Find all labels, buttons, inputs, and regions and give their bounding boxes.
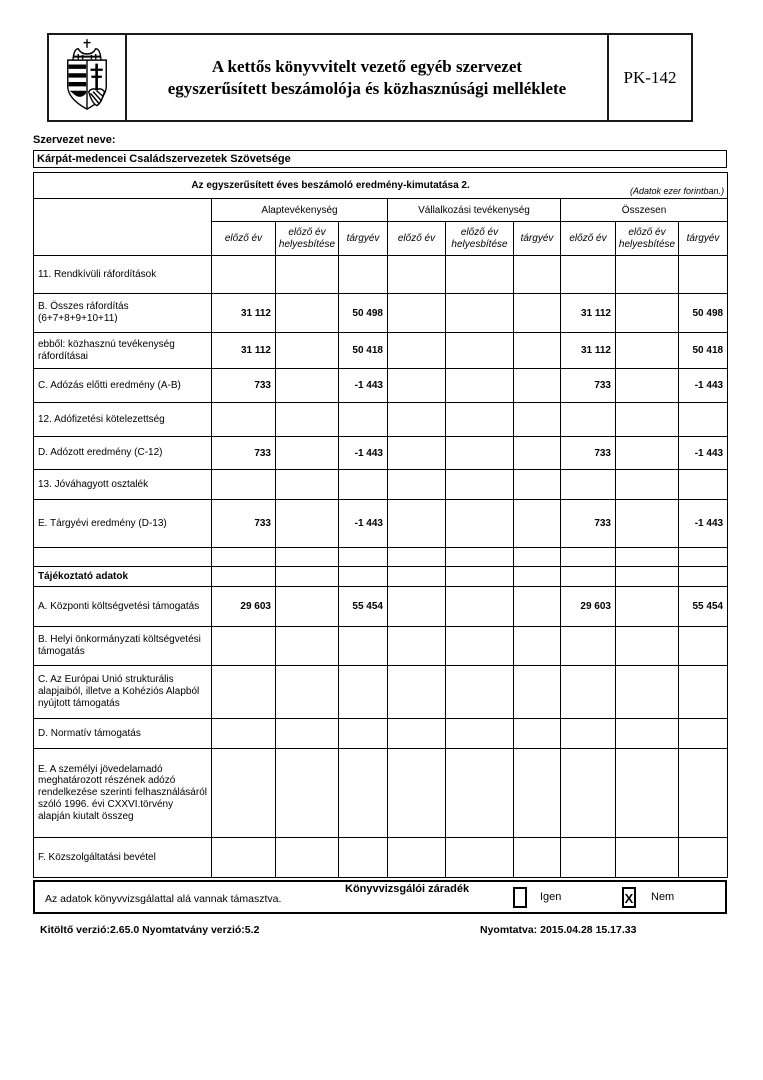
value-cell: -1 443 (679, 437, 728, 470)
value-cell: 29 603 (561, 587, 616, 627)
form-title-line1: A kettős könyvvitelt vezető egyéb szervezet (211, 57, 523, 77)
row-label: E. Tárgyévi eredmény (D-13) (34, 500, 212, 548)
table-row (34, 627, 728, 666)
value-cell (388, 403, 446, 437)
value-cell (514, 437, 561, 470)
value-cell (514, 587, 561, 627)
value-cell (616, 403, 679, 437)
value-cell (276, 333, 339, 369)
value-cell (446, 548, 514, 567)
value-cell (616, 666, 679, 719)
row-label: B. Helyi önkormányzati költségvetési támogatás (34, 627, 212, 666)
value-cell (446, 838, 514, 878)
value-cell (446, 627, 514, 666)
value-cell (561, 719, 616, 749)
value-cell (388, 567, 446, 587)
value-cell (212, 627, 276, 666)
value-cell (561, 627, 616, 666)
value-cell (679, 567, 728, 587)
value-cell (616, 294, 679, 333)
form-header (47, 33, 693, 122)
row-label: ebből: közhasznú tevékenység ráfordításai (34, 333, 212, 369)
audit-clause-label: Könyvvizsgálói záradék (345, 883, 470, 895)
value-cell (388, 587, 446, 627)
table-row (34, 666, 728, 719)
value-cell (446, 749, 514, 838)
value-cell (446, 500, 514, 548)
value-cell (339, 719, 388, 749)
value-cell (212, 256, 276, 294)
group-header-vallalkozasi: Vállalkozási tevékenység (388, 199, 561, 222)
logo-cell (49, 35, 127, 120)
table-row (34, 838, 728, 878)
row-label: C. Adózás előtti eredmény (A-B) (34, 369, 212, 403)
table-row (34, 333, 728, 369)
value-cell (388, 294, 446, 333)
row-label: F. Közszolgáltatási bevétel (34, 838, 212, 878)
group-header-osszesen: Összesen (561, 199, 728, 222)
value-cell (514, 666, 561, 719)
audit-statement: Az adatok könyvvizsgálattal alá vannak támasztva. (45, 893, 282, 905)
subheader-elozo-ev-helyesbitese: előző év helyesbítése (446, 222, 514, 256)
value-cell (446, 719, 514, 749)
value-cell (388, 749, 446, 838)
subheader-elozo-ev: előző év (388, 222, 446, 256)
table-row (34, 403, 728, 437)
value-cell (561, 666, 616, 719)
printed-timestamp: Nyomtatva: 2015.04.28 15.17.33 (480, 924, 637, 936)
value-cell (276, 369, 339, 403)
row-label: D. Adózott eredmény (C-12) (34, 437, 212, 470)
value-cell (212, 719, 276, 749)
value-cell (616, 749, 679, 838)
value-cell (616, 333, 679, 369)
value-cell (276, 749, 339, 838)
audit-no-checkbox: X (622, 887, 636, 908)
value-cell (446, 587, 514, 627)
value-cell: 50 418 (679, 333, 728, 369)
value-cell (514, 627, 561, 666)
value-cell (514, 294, 561, 333)
value-cell (561, 403, 616, 437)
row-label: 11. Rendkívüli ráfordítások (34, 256, 212, 294)
value-cell (212, 749, 276, 838)
corner-cell (34, 199, 212, 256)
value-cell: -1 443 (339, 437, 388, 470)
value-cell (514, 838, 561, 878)
value-cell: -1 443 (679, 500, 728, 548)
audit-band (33, 880, 727, 914)
table-title-row (34, 173, 728, 199)
value-cell (679, 666, 728, 719)
value-cell (339, 666, 388, 719)
value-cell (339, 403, 388, 437)
value-cell (446, 369, 514, 403)
hungarian-coat-of-arms-icon (59, 37, 115, 118)
value-cell (339, 256, 388, 294)
value-cell (388, 838, 446, 878)
form-page (33, 33, 727, 938)
value-cell (212, 666, 276, 719)
value-cell (388, 470, 446, 500)
value-cell (514, 548, 561, 567)
value-cell (276, 470, 339, 500)
value-cell (514, 719, 561, 749)
value-cell (276, 437, 339, 470)
value-cell (212, 838, 276, 878)
row-label: 13. Jóváhagyott osztalék (34, 470, 212, 500)
value-cell (388, 256, 446, 294)
value-cell (388, 437, 446, 470)
value-cell: 733 (212, 369, 276, 403)
value-cell (212, 403, 276, 437)
value-cell (514, 470, 561, 500)
value-cell (388, 333, 446, 369)
table-row (34, 548, 728, 567)
value-cell (446, 333, 514, 369)
table-row (34, 567, 728, 587)
table-title: Az egyszerűsített éves beszámoló eredmény-kimutatása 2. (191, 180, 470, 191)
report-table-body (34, 173, 728, 878)
table-row (34, 470, 728, 500)
subheader-elozo-ev-helyesbitese: előző év helyesbítése (276, 222, 339, 256)
value-cell: 31 112 (561, 333, 616, 369)
subheader-targyev: tárgyév (679, 222, 728, 256)
table-row (34, 256, 728, 294)
table-row (34, 719, 728, 749)
row-label: C. Az Európai Unió strukturális alapjaiból, illetve a Kohéziós Alapból nyújtott támogatás (34, 666, 212, 719)
value-cell (561, 256, 616, 294)
value-cell: 733 (561, 437, 616, 470)
value-cell (616, 627, 679, 666)
row-label: E. A személyi jövedelamadó meghatározott részének adózó rendelkezése szerinti felhasználásáról szóló 1996. évi CXXVI.törvény alapján kiutalt összeg (34, 749, 212, 838)
audit-yes-checkbox (513, 887, 527, 908)
value-cell (276, 256, 339, 294)
value-cell (561, 838, 616, 878)
value-cell: 55 454 (679, 587, 728, 627)
value-cell (514, 567, 561, 587)
value-cell: 55 454 (339, 587, 388, 627)
table-row (34, 587, 728, 627)
group-header-row (34, 199, 728, 222)
value-cell (514, 403, 561, 437)
audit-yes-label: Igen (540, 891, 562, 903)
value-cell (561, 567, 616, 587)
value-cell (679, 256, 728, 294)
row-label: Tájékoztató adatok (34, 567, 212, 587)
value-cell (561, 548, 616, 567)
value-cell (446, 470, 514, 500)
group-header-alaptevekenyseg: Alaptevékenység (212, 199, 388, 222)
value-cell (616, 548, 679, 567)
value-cell (616, 567, 679, 587)
value-cell: 31 112 (561, 294, 616, 333)
version-info: Kitöltő verzió:2.65.0 Nyomtatvány verzió:5.2 (40, 924, 260, 936)
report-table (33, 172, 728, 878)
org-name-value: Kárpát-medencei Családszervezetek Szövetsége (37, 153, 291, 165)
value-cell (446, 294, 514, 333)
row-label: A. Központi költségvetési támogatás (34, 587, 212, 627)
value-cell (446, 403, 514, 437)
value-cell: 31 112 (212, 294, 276, 333)
value-cell: 733 (212, 500, 276, 548)
subheader-elozo-ev: előző év (561, 222, 616, 256)
value-cell (388, 666, 446, 719)
row-label: 12. Adófizetési kötelezettség (34, 403, 212, 437)
org-name-label: Szervezet neve: (33, 134, 116, 146)
value-cell (616, 838, 679, 878)
value-cell: 29 603 (212, 587, 276, 627)
value-cell (616, 719, 679, 749)
value-cell: 733 (212, 437, 276, 470)
value-cell (561, 749, 616, 838)
value-cell (679, 627, 728, 666)
unit-note: (Adatok ezer forintban.) (630, 186, 725, 196)
value-cell (679, 403, 728, 437)
value-cell (339, 548, 388, 567)
value-cell (388, 719, 446, 749)
value-cell: -1 443 (679, 369, 728, 403)
value-cell: 31 112 (212, 333, 276, 369)
table-row (34, 369, 728, 403)
value-cell: 50 418 (339, 333, 388, 369)
value-cell (446, 256, 514, 294)
value-cell (339, 470, 388, 500)
value-cell (446, 567, 514, 587)
value-cell (276, 294, 339, 333)
table-row (34, 749, 728, 838)
value-cell (514, 256, 561, 294)
value-cell (276, 719, 339, 749)
form-title (127, 35, 607, 120)
table-row (34, 437, 728, 470)
value-cell (276, 666, 339, 719)
value-cell (276, 587, 339, 627)
value-cell (276, 567, 339, 587)
value-cell (616, 587, 679, 627)
table-title-cell (34, 173, 728, 199)
table-row (34, 294, 728, 333)
value-cell (339, 749, 388, 838)
value-cell (339, 838, 388, 878)
value-cell (514, 500, 561, 548)
value-cell (679, 548, 728, 567)
value-cell: 733 (561, 369, 616, 403)
org-name-box (33, 150, 727, 168)
value-cell (679, 470, 728, 500)
value-cell: -1 443 (339, 369, 388, 403)
value-cell (388, 548, 446, 567)
value-cell (388, 500, 446, 548)
value-cell (514, 333, 561, 369)
value-cell (561, 470, 616, 500)
value-cell (339, 627, 388, 666)
value-cell (276, 500, 339, 548)
form-code: PK-142 (607, 35, 691, 120)
value-cell: 50 498 (339, 294, 388, 333)
value-cell (679, 749, 728, 838)
subheader-elozo-ev-helyesbitese: előző év helyesbítése (616, 222, 679, 256)
value-cell: -1 443 (339, 500, 388, 548)
table-row (34, 500, 728, 548)
value-cell (616, 369, 679, 403)
subheader-elozo-ev: előző év (212, 222, 276, 256)
value-cell (276, 403, 339, 437)
row-label: B. Összes ráfordítás (6+7+8+9+10+11) (34, 294, 212, 333)
value-cell (212, 567, 276, 587)
value-cell (212, 470, 276, 500)
value-cell (446, 437, 514, 470)
value-cell (514, 749, 561, 838)
value-cell: 733 (561, 500, 616, 548)
value-cell (212, 548, 276, 567)
subheader-targyev: tárgyév (339, 222, 388, 256)
form-title-line2: egyszerűsített beszámolója és közhasznúsági melléklete (167, 78, 567, 98)
subheader-targyev: tárgyév (514, 222, 561, 256)
row-label (34, 548, 212, 567)
footer-line (33, 924, 727, 938)
value-cell (514, 369, 561, 403)
value-cell (679, 838, 728, 878)
value-cell (679, 719, 728, 749)
value-cell (388, 369, 446, 403)
value-cell (616, 500, 679, 548)
value-cell (388, 627, 446, 666)
value-cell (616, 256, 679, 294)
value-cell (339, 567, 388, 587)
value-cell: 50 498 (679, 294, 728, 333)
value-cell (616, 470, 679, 500)
value-cell (276, 548, 339, 567)
value-cell (276, 627, 339, 666)
value-cell (446, 666, 514, 719)
audit-no-label: Nem (651, 891, 675, 903)
value-cell (616, 437, 679, 470)
value-cell (276, 838, 339, 878)
row-label: D. Normatív támogatás (34, 719, 212, 749)
